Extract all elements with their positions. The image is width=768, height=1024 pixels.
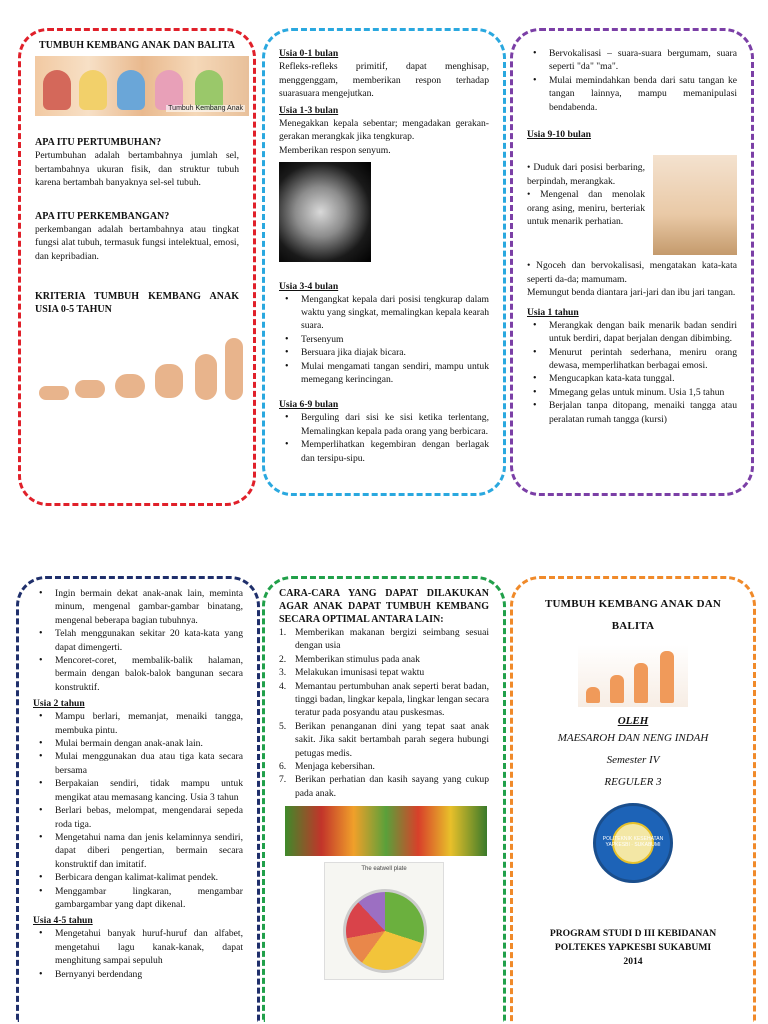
panel-milestones-toddler [16,576,260,1022]
class-label: REGULER 3 [604,776,662,788]
list-item: 2. Memberikan stimulus pada anak [279,653,420,665]
panel-title: TUMBUH KEMBANG ANAK DAN BALITA [39,40,235,51]
development-answer: perkembangan adalah bertambahnya atau tingkat fungsi alat tubuh, termasuk fungsi intelektual, emosi, dan kepribadian. [35,223,239,262]
list-item: 3. Melakukan imunisasi tepat waktu [279,667,425,679]
list-item: • Mulai mengamati tangan sendiri, mampu untuk memegang kerincingan. [279,360,489,387]
list-item: • Merangkak dengan baik menarik badan sendiri untuk berdiri, dapat berjalan dengan dibimbing. [527,319,737,346]
list-item: • Berpakaian sendiri, tidak mampu untuk mengikat atau memasang kancing. Usia 3 tahun [33,777,243,804]
section-1-3-month-text-2: Memberikan respon senyum. [279,144,391,156]
list-item: • Ingin bermain dekat anak-anak lain, meminta minum, mengenal gambar-gambar binatang, mengenal beberapa bagian tubuhnya. [33,587,243,627]
children-banner-image [35,56,249,116]
growth-answer: Pertumbuhan adalah bertambahnya jumlah sel, bertambahnya ukuran fisik, dan struktur tubuh karena bertambah banyaknya sel-sel tubuh. [35,150,239,189]
panel-intro [18,28,256,506]
by-label: OLEH [617,715,649,727]
semester: Semester IV [606,754,660,766]
section-9-10-month-text: • Duduk dari posisi berbaring, berpindah, merangkak. [527,162,645,187]
list-item: • Tersenyum [279,333,489,346]
section-3-4-month-list [279,293,489,387]
tips-list [279,626,489,800]
section-9-10-month-text-4: Memungut benda diantara jari-jari dan ibu jari tangan. [527,287,736,299]
list-item: 5. Berikan penanganan dini yang tepat saat anak sakit. Jika sakit bertambah parah segera hubungi petugas medis. [279,720,489,759]
list-item: • Berbicara dengan kalimat-kalimat pendek. [33,871,243,884]
tips-heading: CARA-CARA YANG DAPAT DILAKUKAN AGAR ANAK DAPAT TUMBUH KEMBANG SECARA OPTIMAL ANTARA LAIN: [279,588,489,625]
section-9-10-month: Usia 9-10 bulan [527,129,591,141]
list-item: • Berjalan tanpa ditopang, menaiki tangga atau peralatan rumah tangga (kursi) [527,399,737,426]
section-2-year-list [33,710,243,911]
cover-title: TUMBUH KEMBANG ANAK DAN BALITA [544,598,722,632]
growth-question: APA ITU PERTUMBUHAN? [35,137,162,148]
vocalization-list [527,47,737,114]
plate-title: The eatwell plate [361,866,407,873]
list-item: • Bervokalisasi – suara-suara bergumam, suara seperti "da" "ma". [527,47,737,74]
panel-cover [510,576,756,1022]
list-item: • Mengucapkan kata-kata tunggal. [527,372,737,385]
section-2-year: Usia 2 tahun [33,698,85,710]
list-item: • Mencoret-coret, membalik-balik halaman, bermain dengan balok-balok bangunan secara konstruktif. [33,654,243,694]
list-item: • Mengetahui nama dan jenis kelaminnya sendiri, dapat diberi pengertian, bermain secara konstruktif dan imitatif. [33,831,243,871]
authors: MAESAROH DAN NENG INDAH [557,732,709,744]
section-4-5-year-list [33,927,243,981]
list-item: 4. Memantau pertumbuhan anak seperti berat badan, tinggi badan, lingkar kepala, lingkar lengan secara teratur pada posyandu atau puskesmas. [279,680,489,719]
sleeping-baby-image [279,162,371,262]
list-item: • Mampu berlari, memanjat, menaiki tangga, membuka pintu. [33,710,243,737]
panel-milestones-older-infant [510,28,754,496]
list-item: • Memperlihatkan kegembiran dengan berlagak dan tersipu-sipu. [279,438,489,465]
list-item: 1. Memberikan makanan bergizi seimbang sesuai dengan usia [279,627,489,652]
panel-milestones-infant [262,28,506,496]
list-item: 6. Menjaga kebersihan. [279,761,375,773]
baby-crawl-sequence-image [35,320,249,412]
list-item: • Mulai menggunakan dua atau tiga kata secara bersama [33,750,243,777]
section-6-9-month-list [279,411,489,465]
toddler-list [33,587,243,694]
standing-baby-image [653,155,737,255]
year: 2014 [623,956,643,967]
section-1-year: Usia 1 tahun [527,306,579,318]
eatwell-plate-image [324,862,444,980]
list-item: • Mulai memindahkan benda dari satu tangan ke tangan lainnya, mampu memanipulasi bendabenda. [527,74,737,114]
logo-text: POLITEKNIK KESEHATAN YAPKESBI · SUKABUMI [602,836,664,848]
list-item: • Mengetahui banyak huruf-huruf dan alfabet, mengetahui lagu kanak-kanak, dapat menghitung sampai sepuluh [33,927,243,967]
section-1-3-month: Usia 1-3 bulan [279,104,339,116]
vegetables-image [285,806,487,856]
development-question: APA ITU PERKEMBANGAN? [35,210,170,222]
section-1-3-month-text: Menegakkan kepala sebentar; mengadakan gerakan-gerakan merangkak jika tengkurap. [279,117,489,143]
criteria-heading: KRITERIA TUMBUH KEMBANG ANAK USIA 0-5 TAHUN [35,290,239,315]
section-0-1-month-text: Refleks-refleks primitif, dapat menghisap, menggenggam, memberikan respon terhadap suarasuara mengejutkan. [279,61,489,100]
section-9-10-month-text-3: • Ngoceh dan bervokalisasi, mengatakan kata-kata seperti da-da; mamumam. [527,260,737,285]
school-logo [593,803,673,883]
growth-chart-image [578,645,688,707]
list-item: • Mulai bermain dengan anak-anak lain. [33,737,243,750]
section-6-9-month: Usia 6-9 bulan [279,399,339,411]
list-item: • Menggambar lingkaran, mengambar gambargambar yang dapt dikenal. [33,885,243,912]
list-item: • Bernyanyi berdendang [33,968,243,981]
banner-caption: Tumbuh Kembang Anak [168,105,243,112]
list-item: • Berlari bebas, melompat, mengendarai sepeda roda tiga. [33,804,243,831]
list-item: • Mmegang gelas untuk minum. Usia 1,5 tahun [527,386,737,399]
school-name: POLTEKES YAPKESBI SUKABUMI [554,942,712,953]
panel-tips [262,576,506,1022]
list-item: • Bersuara jika diajak bicara. [279,346,489,359]
list-item: 7. Berikan perhatian dan kasih sayang yang cukup pada anak. [279,774,489,799]
section-4-5-year: Usia 4-5 tahun [33,915,93,927]
list-item: • Mengangkat kepala dari posisi tengkurap dalam waktu yang singkat, memalingkan kepala kearah suara. [279,293,489,333]
list-item: • Telah menggunakan sekitar 20 kata-kata yang dapat dimengerti. [33,627,243,654]
list-item: • Berguling dari sisi ke sisi ketika terlentang, Memalingkan kepala pada orang yang berbicara. [279,411,489,438]
section-9-10-month-text-2: • Mengenal dan menolak orang asing, meniru, berteriak untuk menarik perhatian. [527,189,645,228]
section-1-year-list [527,319,737,426]
section-3-4-month: Usia 3-4 bulan [279,280,339,292]
list-item: • Menurut perintah sederhana, meniru orang dewasa, memperlihatkan berbagai emosi. [527,346,737,373]
program-name: PROGRAM STUDI D III KEBIDANAN [549,928,717,939]
section-0-1-month: Usia 0-1 bulan [279,48,339,59]
